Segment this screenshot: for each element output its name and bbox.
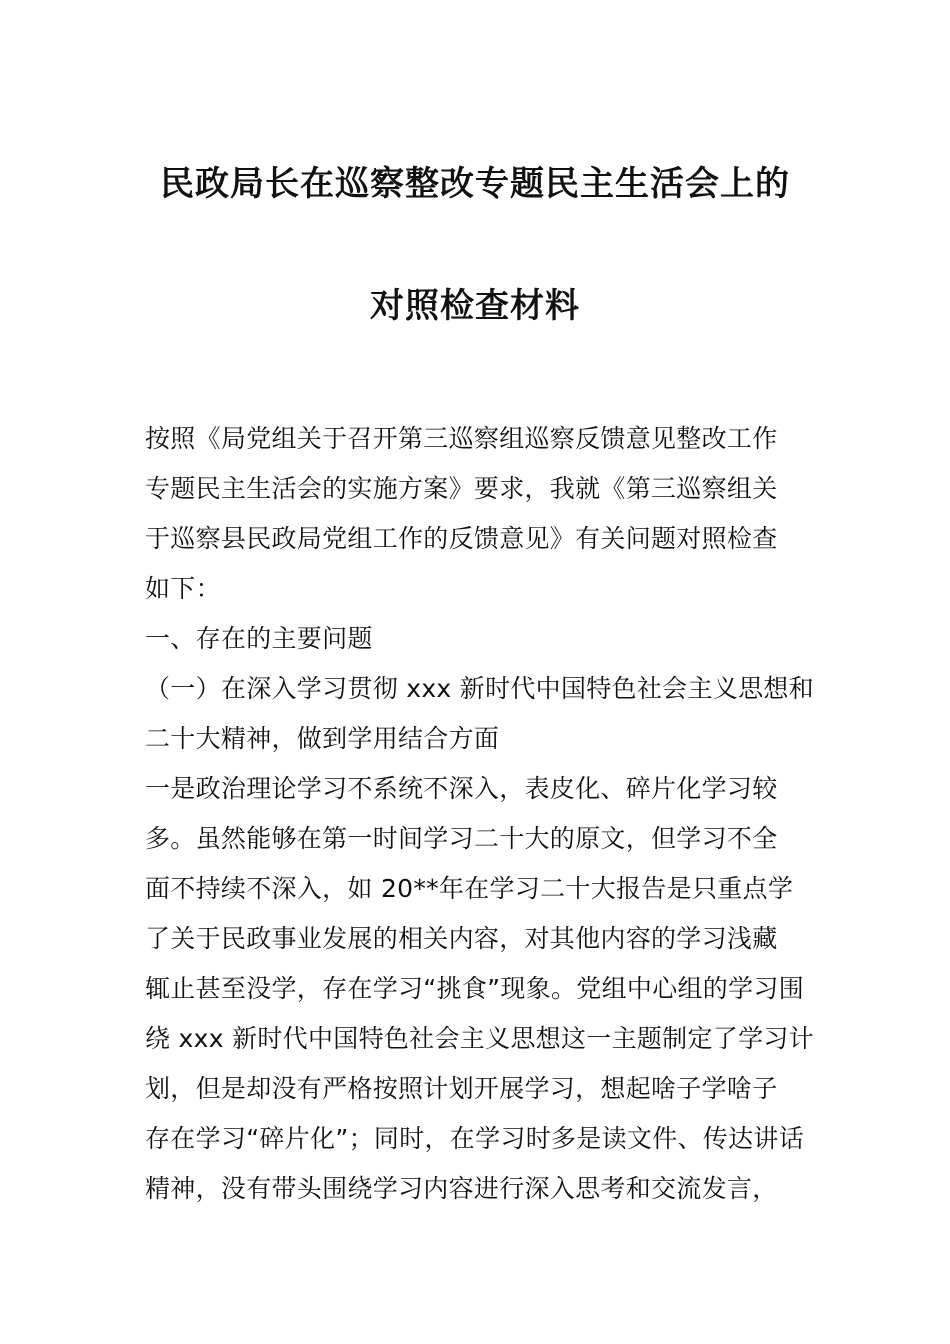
subsection-heading: （一）在深入学习贯彻 xxx 新时代中国特色社会主义思想和: [145, 674, 814, 703]
body-line: 一是政治理论学习不系统不深入，表皮化、碎片化学习较: [145, 774, 778, 803]
document-body: [145, 414, 815, 1214]
body-line: 如下：: [145, 574, 221, 603]
body-line: 绕 xxx 新时代中国特色社会主义思想这一主题制定了学习计: [145, 1024, 814, 1053]
document-title-line-1: 民政局长在巡察整改专题民主生活会上的: [160, 164, 790, 204]
body-line: 按照《局党组关于召开第三巡察组巡察反馈意见整改工作: [145, 424, 778, 453]
body-line: 多。虽然能够在第一时间学习二十大的原文，但学习不全: [145, 824, 778, 853]
body-line: 了关于民政事业发展的相关内容，对其他内容的学习浅藏: [145, 924, 778, 953]
body-line: 精神，没有带头围绕学习内容进行深入思考和交流发言，: [145, 1174, 778, 1203]
section-heading: 一、存在的主要问题: [145, 624, 373, 653]
body-line: 于巡察县民政局党组工作的反馈意见》有关问题对照检查: [145, 524, 778, 553]
document-title-line-2: 对照检查材料: [370, 286, 580, 326]
body-line: 辄止甚至没学，存在学习“挑食”现象。党组中心组的学习围: [145, 974, 805, 1003]
body-line: 专题民主生活会的实施方案》要求，我就《第三巡察组关: [145, 474, 778, 503]
body-line: 面不持续不深入，如 20**年在学习二十大报告是只重点学: [145, 874, 794, 903]
subsection-heading: 二十大精神，做到学用结合方面: [145, 724, 500, 753]
body-line: 划，但是却没有严格按照计划开展学习，想起啥子学啥子: [145, 1074, 778, 1103]
body-line: 存在学习“碎片化”；同时，在学习时多是读文件、传达讲话: [145, 1124, 805, 1153]
